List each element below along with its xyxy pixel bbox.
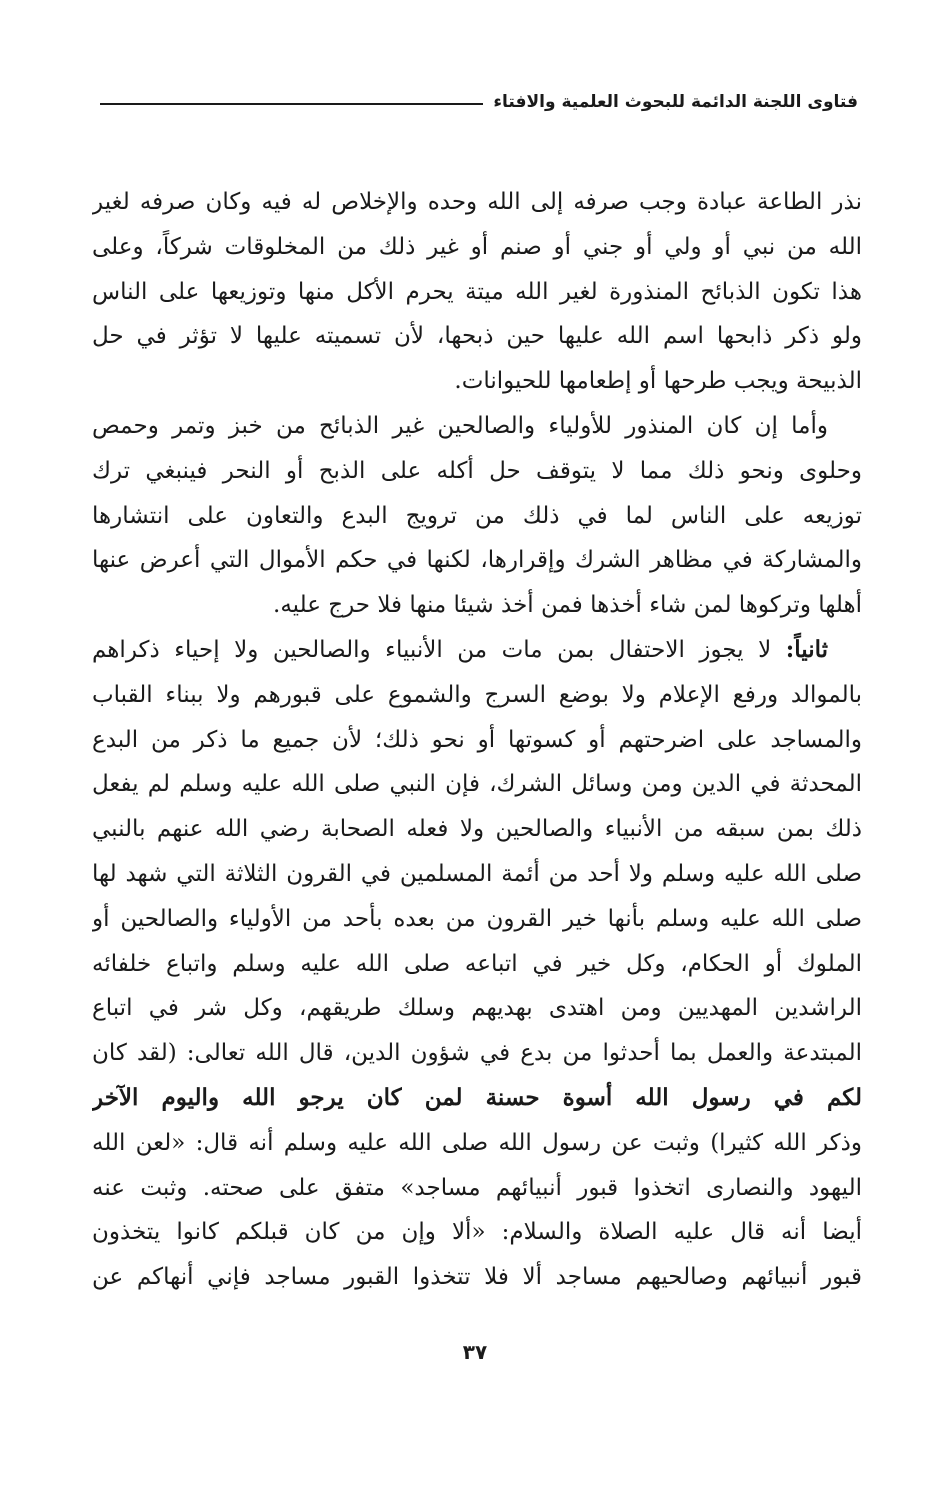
text-line: ولو ذكر ذابحها اسم الله عليها حين ذبحها، لأن تسميته عليها لا تؤثر في حل xyxy=(92,323,862,350)
text-line: بالموالد ورفع الإعلام ولا بوضع السرج والشموع على قبورهم ولا ببناء القباب xyxy=(92,681,862,708)
text-line: الراشدين المهديين ومن اهتدى بهديهم وسلك طريقهم، وكل شر في اتباع xyxy=(92,995,862,1022)
text-line: قبور أنبيائهم وصالحيهم مساجد ألا فلا تتخذوا القبور مساجد فإني أنهاكم عن xyxy=(92,1264,862,1291)
text-line: ذلك بمن سبقه من الأنبياء والصالحين ولا فعله الصحابة رضي الله عنهم بالنبي xyxy=(92,816,862,843)
text-line: والمشاركة في مظاهر الشرك وإقرارها، لكنها في حكم الأموال التي أعرض عنها xyxy=(92,547,862,574)
running-header xyxy=(100,86,858,118)
text-line: المحدثة في الدين ومن وسائل الشرك، فإن النبي صلى الله عليه وسلم لم يفعل xyxy=(92,771,862,798)
quran-verse-line: لكم في رسول الله أسوة حسنة لمن كان يرجو الله واليوم الآخر xyxy=(92,1083,862,1111)
page-body xyxy=(92,180,862,1300)
text-line: أهلها وتركوها لمن شاء أخذها فمن أخذ شيئا منها فلا حرج عليه. xyxy=(273,592,862,619)
text-line: توزيعه على الناس لما في ذلك من ترويج البدع والتعاون على انتشارها xyxy=(92,502,862,529)
text-line: والمساجد على اضرحتهم أو كسوتها أو نحو ذلك؛ لأن جميع ما ذكر من البدع xyxy=(92,726,862,753)
text-line: نذر الطاعة عبادة وجب صرفه إلى الله وحده والإخلاص له فيه وكان صرفه لغير xyxy=(92,189,862,215)
section-lead: ثانياً: xyxy=(785,635,828,663)
text-line: الله من نبي أو ولي أو جني أو صنم أو غير ذلك من المخلوقات شركاً، وعلى xyxy=(92,233,862,260)
running-title: فتاوى اللجنة الدائمة للبحوث العلمية والافتاء xyxy=(493,92,858,112)
text-line: المبتدعة والعمل بما أحدثوا من بدع في شؤون الدين، قال الله تعالى: (لقد كان xyxy=(92,1040,862,1067)
text-line: هذا تكون الذبائح المنذورة لغير الله ميتة يحرم الأكل منها وتوزيعها على الناس xyxy=(92,278,862,305)
paragraph-first-line xyxy=(92,628,862,673)
text-line: أيضا أنه قال عليه الصلاة والسلام: «ألا وإن من كان قبلكم كانوا يتخذون xyxy=(92,1219,862,1246)
header-rule xyxy=(100,103,483,105)
text-line: صلى الله عليه وسلم بأنها خير القرون من بعده بأحد من الأولياء والصالحين أو xyxy=(92,905,862,932)
paragraph-first-line: وأما إن كان المنذور للأولياء والصالحين غير الذبائح من خبز وتمر وحمص xyxy=(92,412,828,439)
text-line: الملوك أو الحكام، وكل خير في اتباعه صلى الله عليه وسلم واتباع خلفائه xyxy=(92,950,862,977)
text-line: صلى الله عليه وسلم ولا أحد من أئمة المسلمين في القرون الثلاثة التي شهد لها xyxy=(92,860,862,887)
page-number: ٣٧ xyxy=(462,1340,488,1364)
text-line: الذبيحة ويجب طرحها أو إطعامها للحيوانات. xyxy=(454,368,862,395)
text-line: اليهود والنصارى اتخذوا قبور أنبيائهم مساجد» متفق على صحته. وثبت عنه xyxy=(92,1174,862,1201)
text-line: وحلوى ونحو ذلك مما لا يتوقف حل أكله على الذبح أو النحر فينبغي ترك xyxy=(92,457,862,484)
text-line: وذكر الله كثيرا) وثبت عن رسول الله صلى الله عليه وسلم أنه قال: «لعن الله xyxy=(92,1129,862,1156)
text-line: لا يجوز الاحتفال بمن مات من الأنبياء والصالحين ولا إحياء ذكراهم xyxy=(92,636,772,663)
